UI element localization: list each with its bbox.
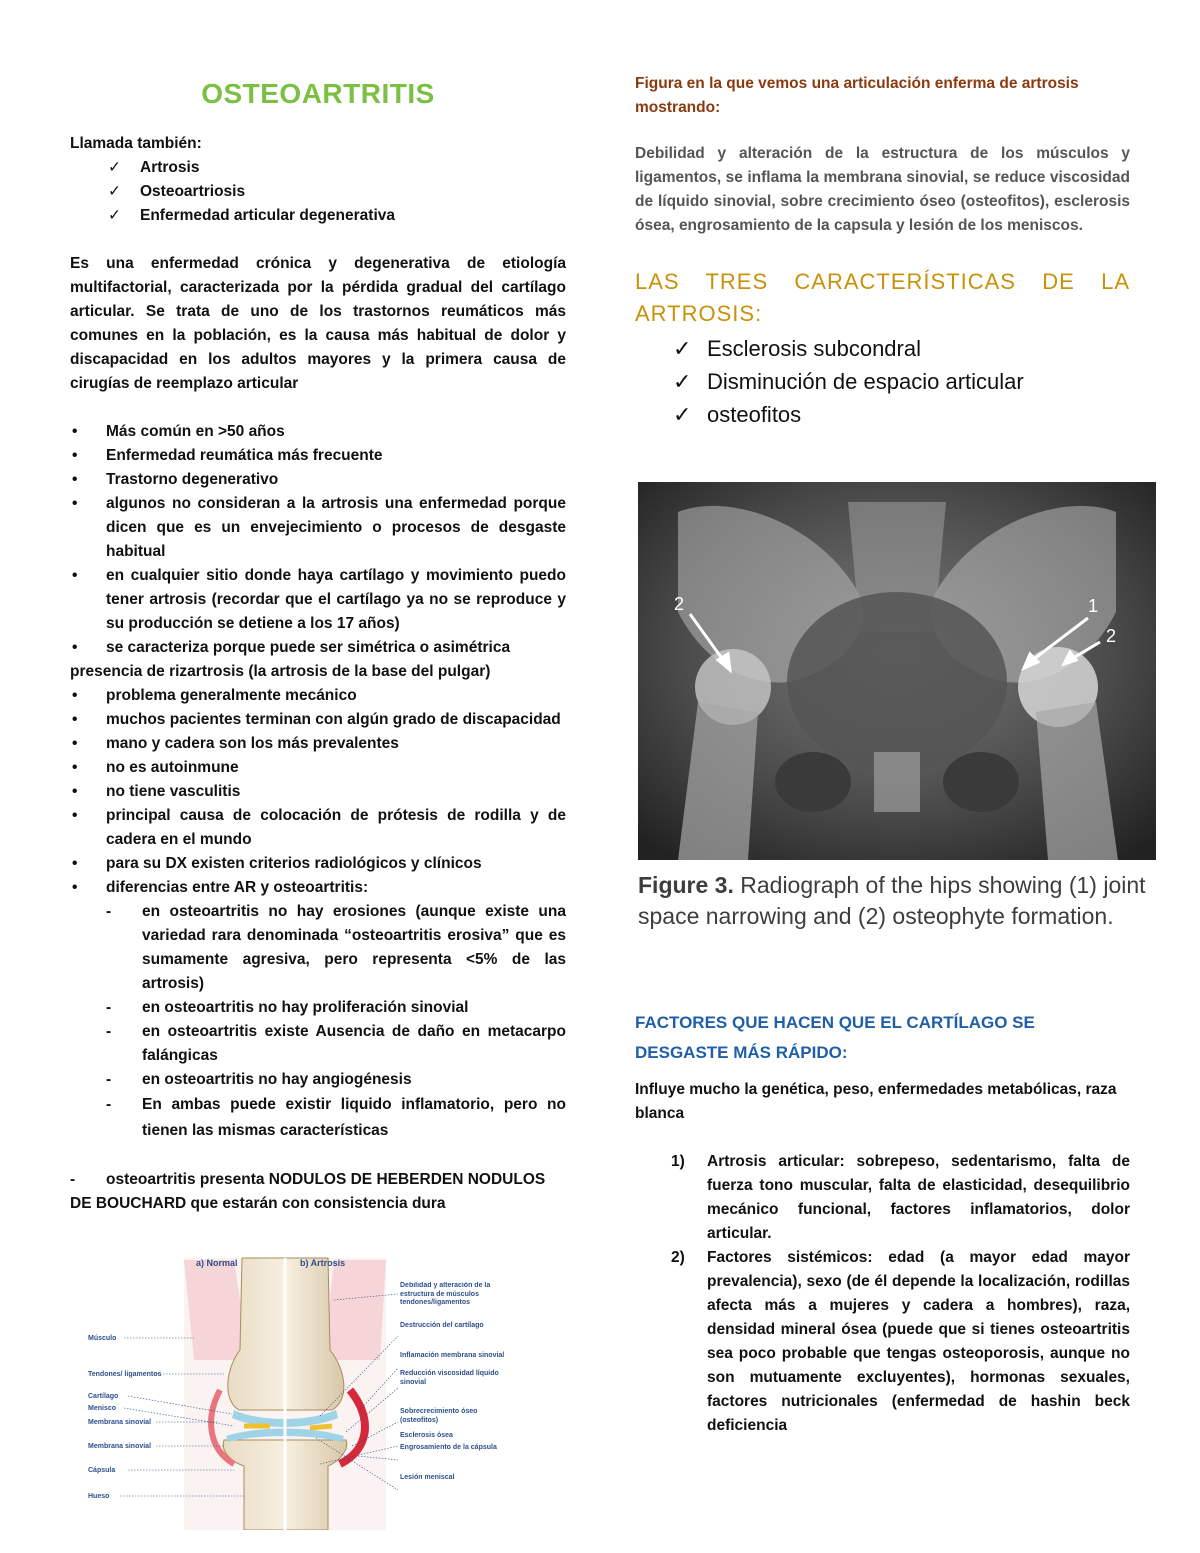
bullet-icon: •	[72, 639, 78, 656]
three-heading-line2: ARTROSIS:	[635, 301, 763, 326]
diagram-label-normal: a) Normal	[196, 1258, 238, 1268]
factors-heading: FACTORES QUE HACEN QUE EL CARTÍLAGO SE DESGASTE MÁS RÁPIDO:	[635, 1013, 1035, 1062]
dash-icon: -	[70, 1171, 76, 1188]
list-item: ✓ Disminución de espacio articular	[673, 365, 1130, 398]
list-item: • para su DX existen criterios radiológicos y clínicos	[70, 852, 566, 876]
dash-icon: -	[106, 1071, 112, 1088]
bullet-icon: •	[72, 495, 78, 512]
list-item: - En ambas puede existir liquido inflamatorio, pero no tienen las mismas características	[106, 1092, 566, 1144]
list-item: • Más común en >50 años	[70, 420, 566, 444]
left-column	[70, 78, 566, 1214]
features-list-2	[70, 684, 566, 900]
diagram-right-label: Debilidad y alteración de la estructura de músculos tendones/ligamentos	[400, 1282, 491, 1306]
figure-intro: Figura en la que vemos una articulación enferma de artrosis mostrando:	[635, 75, 1079, 116]
list-item: - en osteoartritis existe Ausencia de daño en metacarpo falángicas	[106, 1020, 566, 1068]
list-item: • algunos no consideran a la artrosis una enfermedad porque dicen que es un envejecimiento o procesos de desgaste habitual	[70, 492, 566, 564]
nodules-line: - osteoartritis presenta NODULOS DE HEBERDEN NODULOS DE BOUCHARD que estarán con consistencia dura	[70, 1168, 566, 1214]
diagram-right-label: Reducción viscosidad líquido sinovial	[400, 1370, 499, 1386]
bullet-icon: •	[72, 735, 78, 752]
bullet-icon: •	[72, 567, 78, 584]
diagram-left-label: Cartílago	[88, 1393, 119, 1400]
xray-label: 2	[674, 594, 685, 614]
xray-label: 2	[1106, 626, 1117, 646]
factors-list	[671, 1150, 1130, 1438]
list-item: • muchos pacientes terminan con algún grado de discapacidad	[70, 708, 566, 732]
diagram-left-label: Membrana sinovial	[88, 1443, 152, 1450]
bullet-icon: •	[72, 807, 78, 824]
list-item: ✓ Osteoartriosis	[108, 180, 566, 204]
list-item: • en cualquier sitio donde haya cartílago y movimiento puedo tener artrosis (recordar que el cartílago ya no se reproduce y su producción se detiene a los 17 años)	[70, 564, 566, 636]
diagram-left-label: Menisco	[88, 1405, 117, 1412]
check-icon: ✓	[673, 369, 692, 394]
dash-icon: -	[106, 999, 112, 1016]
bullet-icon: •	[72, 471, 78, 488]
factors-section	[635, 1078, 1130, 1438]
diagram-right-label: Destrucción del cartílago	[400, 1322, 484, 1329]
list-item: • no tiene vasculitis	[70, 780, 566, 804]
synonyms-list	[108, 156, 566, 228]
nodules-clip	[70, 1168, 566, 1214]
three-heading-line1: LAS TRES CARACTERÍSTICAS DE LA	[635, 269, 1130, 294]
intro-paragraph: Es una enfermedad crónica y degenerativa de etiología multifactorial, caracterizada por la pérdida gradual del cartílago articular. Se trata de uno de los trastornos reumáticos más comunes en la población, es la causa más habitual de dolor y discapacidad en los adultos mayores y la primera causa de cirugías de reemplazo articular	[70, 255, 566, 392]
list-item: 2) Factores sistémicos: edad (a mayor edad mayor prevalencia), sexo (de él depende la localización, rodillas afecta más a mujeres y cadera a hombres), raza, densidad mineral ósea (puede que si tienes osteoartritis sea poco probable que tengas osteoporosis, aunque no son mutuamente excluyentes), hormonas sexuales, factores nutricionales (enfermedad de hashin beck deficiencia	[671, 1246, 1130, 1438]
features-list	[70, 420, 566, 660]
diagram-label-artrosis: b) Artrosis	[300, 1258, 346, 1268]
bullet-icon: •	[72, 447, 78, 464]
hip-radiograph	[638, 482, 1156, 860]
item-number: 2)	[671, 1249, 685, 1266]
list-item: ✓ Enfermedad articular degenerativa	[108, 204, 566, 228]
list-item: ✓ Artrosis	[108, 156, 566, 180]
check-icon: ✓	[673, 402, 692, 427]
right-column	[635, 72, 1130, 431]
diagram-right-label: Esclerosis ósea	[400, 1432, 453, 1439]
list-item: - en osteoartritis no hay angiogénesis	[106, 1068, 566, 1092]
three-characteristics-list	[673, 332, 1130, 431]
figure-description: Debilidad y alteración de la estructura de los músculos y ligamentos, se inflama la membrana sinovial, se reduce viscosidad de líquido sinovial, sobre crecimiento óseo (osteofitos), esclerosis ósea, engrosamiento de la capsula y lesión de los meniscos.	[635, 145, 1130, 234]
bullet-icon: •	[72, 759, 78, 776]
factors-intro: Influye mucho la genética, peso, enfermedades metabólicas, raza blanca	[635, 1081, 1117, 1122]
figure-caption-bold: Figure 3.	[638, 872, 734, 898]
list-item: • no es autoinmune	[70, 756, 566, 780]
list-item: • diferencias entre AR y osteoartritis:	[70, 876, 566, 900]
figure-caption-text: Radiograph of the hips showing (1) joint space narrowing and (2) osteophyte formation.	[638, 872, 1146, 929]
diagram-left-label: Músculo	[88, 1335, 117, 1342]
diagram-left-label: Cápsula	[88, 1467, 116, 1474]
diagram-right-label: Sobrecrecimiento óseo (osteofitos)	[400, 1408, 478, 1424]
rizartrosis-line: presencia de rizartrosis (la artrosis de la base del pulgar)	[70, 663, 491, 680]
joint-diagram	[84, 1250, 514, 1530]
dash-icon: -	[106, 1023, 112, 1040]
diagram-left-label: Tendones/ ligamentos	[88, 1371, 162, 1378]
differences-list	[106, 900, 566, 1144]
list-item: • Enfermedad reumática más frecuente	[70, 444, 566, 468]
list-item: 1) Artrosis articular: sobrepeso, sedentarismo, falta de fuerza tono muscular, falta de elasticidad, desequilibrio mecánico funcional, factores inflamatorios, dolor articular.	[671, 1150, 1130, 1246]
bullet-icon: •	[72, 879, 78, 896]
list-item: • problema generalmente mecánico	[70, 684, 566, 708]
check-icon: ✓	[673, 336, 692, 361]
list-item: • principal causa de colocación de prótesis de rodilla y de cadera en el mundo	[70, 804, 566, 852]
also-called-label: Llamada también:	[70, 135, 202, 152]
diagram-right-label: Lesión meniscal	[400, 1474, 455, 1481]
dash-icon: -	[106, 1096, 112, 1113]
bullet-icon: •	[72, 711, 78, 728]
item-number: 1)	[671, 1153, 685, 1170]
bullet-icon: •	[72, 423, 78, 440]
list-item: - en osteoartritis no hay erosiones (aunque existe una variedad rara denominada “osteoartritis erosiva” que es sumamente agresiva, pero representa <5% de las artrosis)	[106, 900, 566, 996]
bullet-icon: •	[72, 783, 78, 800]
diagram-right-label: Engrosamiento de la cápsula	[400, 1444, 497, 1451]
page-title: OSTEOARTRITIS	[201, 78, 435, 109]
diagram-left-label: Membrana sinovial	[88, 1419, 152, 1426]
list-item: • se caracteriza porque puede ser simétrica o asimétrica	[70, 636, 566, 660]
check-icon: ✓	[108, 183, 121, 200]
check-icon: ✓	[108, 159, 121, 176]
list-item: - en osteoartritis no hay proliferación sinovial	[106, 996, 566, 1020]
check-icon: ✓	[108, 207, 121, 224]
bullet-icon: •	[72, 855, 78, 872]
list-item: • mano y cadera son los más prevalentes	[70, 732, 566, 756]
dash-icon: -	[106, 903, 112, 920]
list-item: • Trastorno degenerativo	[70, 468, 566, 492]
xray-label: 1	[1088, 596, 1099, 616]
figure-caption	[638, 870, 1158, 932]
diagram-right-label: Inflamación membrana sinovial	[400, 1352, 505, 1359]
diagram-left-label: Hueso	[88, 1493, 110, 1500]
list-item: ✓ Esclerosis subcondral	[673, 332, 1130, 365]
bullet-icon: •	[72, 687, 78, 704]
list-item: ✓ osteofitos	[673, 398, 1130, 431]
